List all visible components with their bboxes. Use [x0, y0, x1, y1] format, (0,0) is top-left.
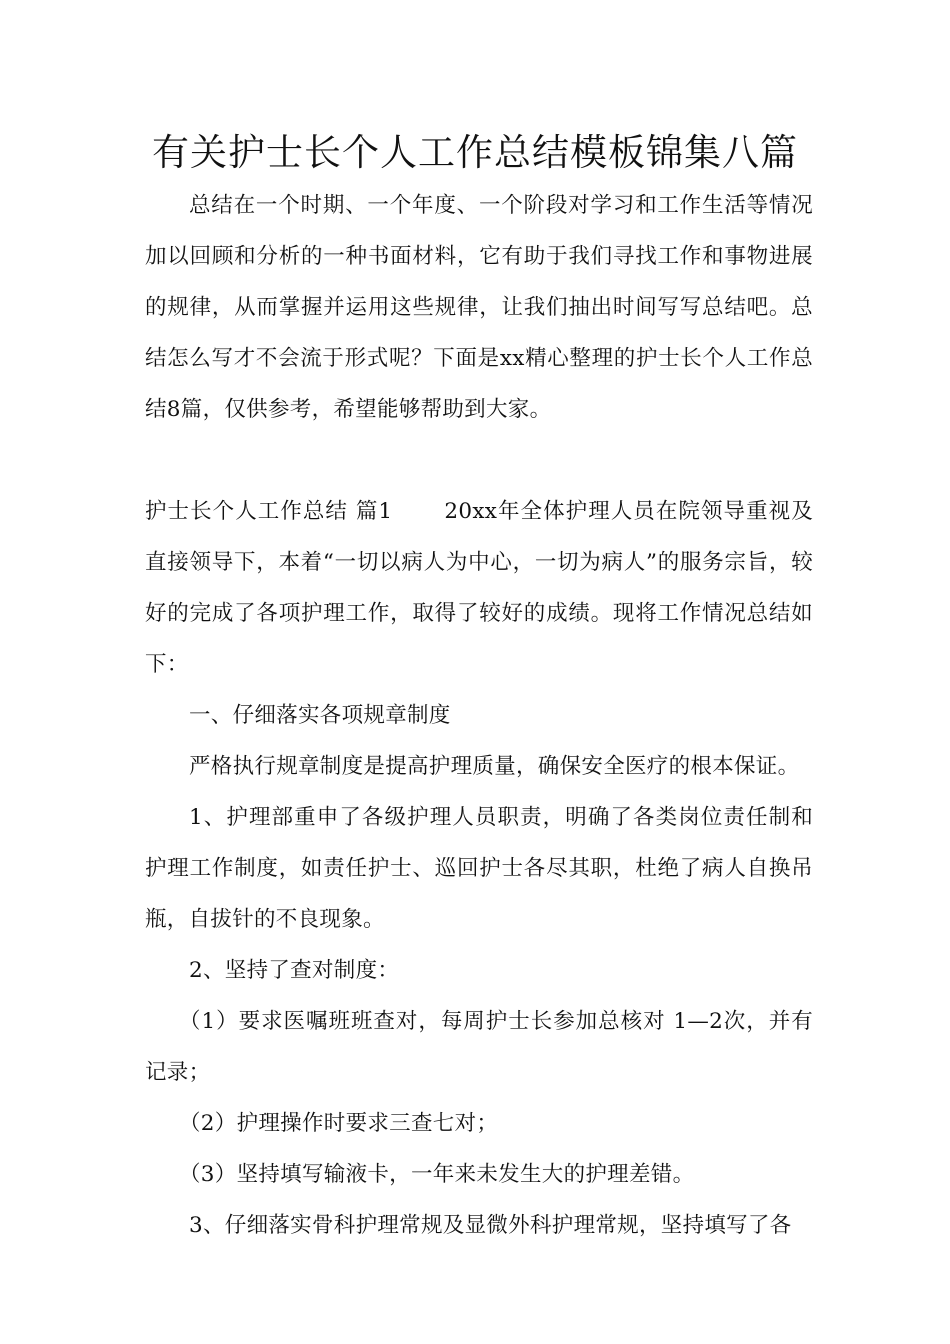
- item-paragraph-2: 1、护理部重申了各级护理人员职责，明确了各类岗位责任制和护理工作制度，如责任护士、巡回护士各尽其职，杜绝了病人自换吊瓶，自拔针的不良现象。: [145, 805, 813, 932]
- item-heading-1: 一、仔细落实各项规章制度: [189, 703, 451, 728]
- section-1-heading: 护士长个人工作总结 篇1: [145, 499, 393, 524]
- item-paragraph-6: （3）坚持填写输液卡，一年来未发生大的护理差错。: [179, 1162, 695, 1187]
- document-body: [145, 180, 813, 1251]
- section-1-paragraph: [145, 486, 813, 690]
- item-paragraph-4: （1）要求医嘱班班查对，每周护士长参加总核对 1—2次，并有记录；: [145, 1009, 813, 1085]
- document-title: 有关护士长个人工作总结模板锦集八篇: [152, 131, 798, 174]
- item-paragraph-3: 2、坚持了查对制度：: [189, 958, 400, 983]
- intro-paragraph: 总结在一个时期、一个年度、一个阶段对学习和工作生活等情况加以回顾和分析的一种书面材料，它有助于我们寻找工作和事物进展的规律，从而掌握并运用这些规律，让我们抽出时间写写总结吧。总结怎么写才不会流于形式呢？下面是xx精心整理的护士长个人工作总结8篇，仅供参考，希望能够帮助到大家。: [145, 193, 813, 422]
- item-paragraph-5: （2）护理操作时要求三查七对；: [179, 1111, 499, 1136]
- paragraph-spacer: [145, 435, 813, 486]
- item-paragraph-1: 严格执行规章制度是提高护理质量，确保安全医疗的根本保证。: [189, 754, 800, 779]
- item-paragraph-7: 3、仔细落实骨科护理常规及显微外科护理常规，坚持填写了各: [189, 1213, 792, 1238]
- section-1-lead: 20xx年全体护理人员在院领导重视及直接领导下，本着“一切以病人为中心，一切为病人”的服务宗旨，较好的完成了各项护理工作，取得了较好的成绩。现将工作情况总结如下：: [145, 499, 813, 677]
